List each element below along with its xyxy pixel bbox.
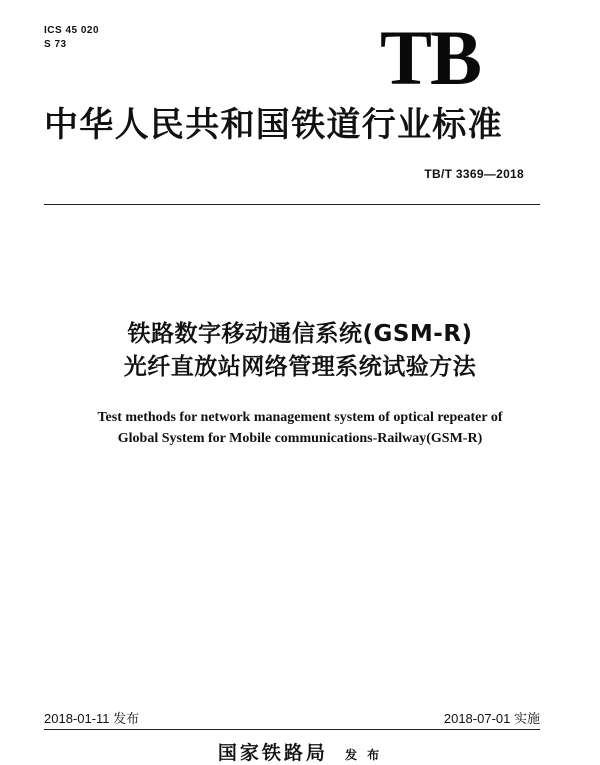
ics-code: ICS 45 020 — [44, 25, 100, 36]
chinese-title — [0, 318, 600, 384]
english-title — [0, 407, 600, 449]
bottom-divider — [44, 729, 540, 730]
implement-date: 2018-07-01 — [443, 711, 511, 726]
publisher-line — [0, 738, 600, 765]
classification-codes — [44, 24, 99, 52]
top-divider — [44, 204, 540, 205]
ccs-code: S 73 — [44, 39, 67, 50]
industry-standard-title: 中华人民共和国铁道行业标准 — [44, 105, 503, 145]
issue-label: 发布 — [113, 711, 140, 726]
publisher-name: 国家铁路局 — [217, 742, 328, 764]
chinese-title-line-1: 铁路数字移动通信系统(GSM-R) — [127, 321, 473, 347]
tb-logo: TB — [380, 14, 481, 101]
english-title-line-2: Global System for Mobile communications-Railway(GSM-R) — [117, 431, 483, 446]
implement-date-block — [444, 708, 540, 727]
publisher-action: 发 布 — [344, 748, 383, 762]
chinese-title-line-2: 光纤直放站网络管理系统试验方法 — [123, 354, 477, 380]
issue-date-block — [44, 708, 139, 727]
issue-date: 2018-01-11 — [44, 711, 110, 726]
standard-number: TB/T 3369—2018 — [424, 167, 524, 181]
english-title-line-1: Test methods for network management system of optical repeater of — [97, 410, 503, 425]
implement-label: 实施 — [513, 711, 540, 726]
